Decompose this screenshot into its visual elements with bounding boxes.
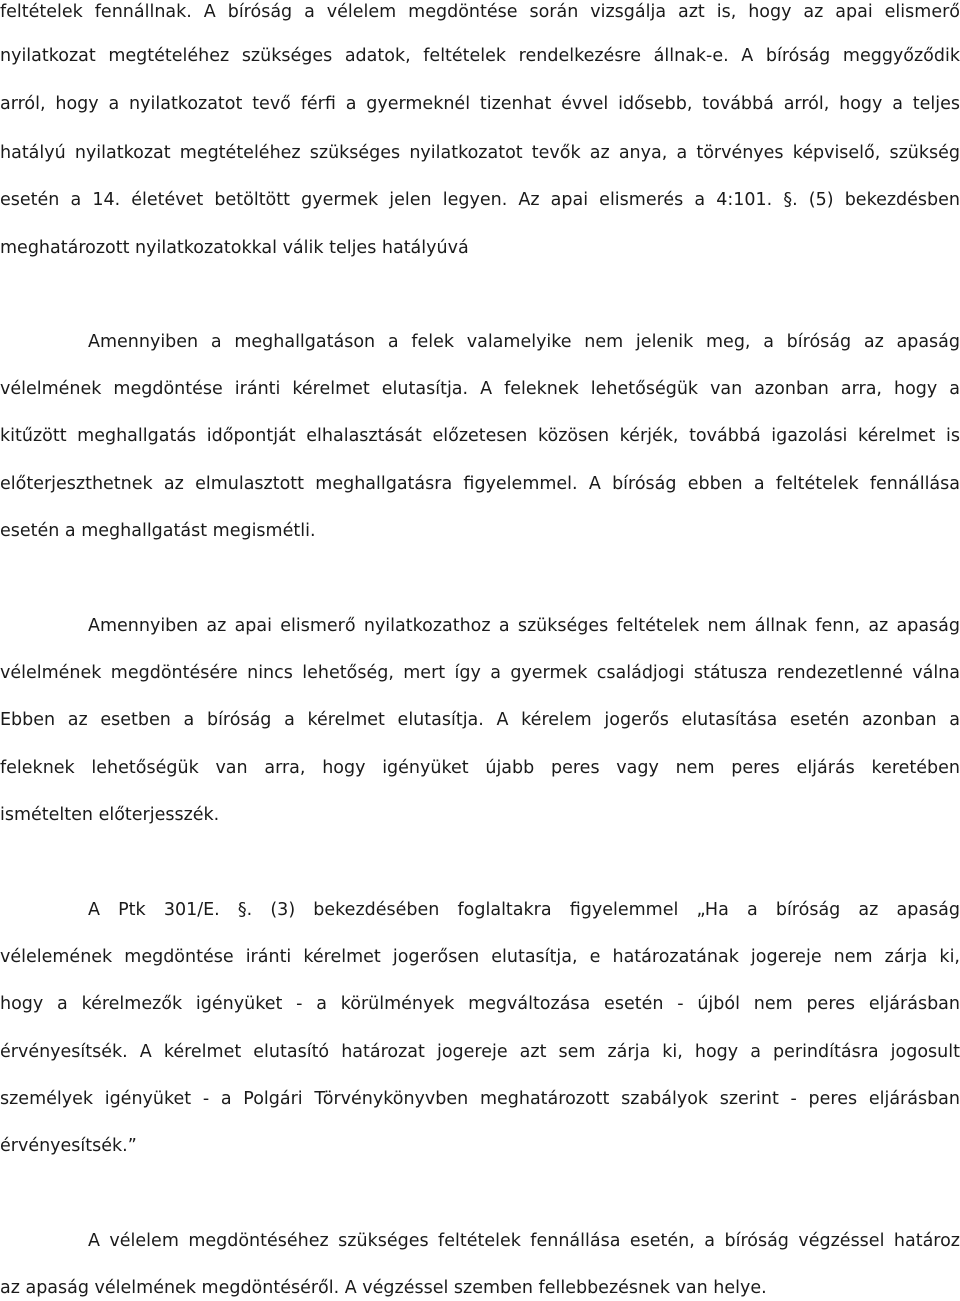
paragraph-line: Ebben az esetben a bíróság a kérelmet elutasítja. A kérelem jogerős elutasítása esetén azonban a: [0, 710, 960, 730]
paragraph-line: érvényesítsék.”: [0, 1136, 137, 1156]
paragraph-line: nyilatkozat megtételéhez szükséges adatok, feltételek rendelkezésre állnak-e. A bíróság meggyőződik: [0, 46, 960, 66]
paragraph-line: az apaság vélelmének megdöntéséről. A végzéssel szemben fellebbezésnek van helye.: [0, 1278, 767, 1298]
paragraph-line: vélelmének megdöntésére nincs lehetőség, mert így a gyermek családjogi státusza rendezetlenné válna: [0, 663, 960, 683]
paragraph-line: hogy a kérelmezők igényüket - a körülmények megváltozása esetén - újból nem peres eljárásban: [0, 994, 960, 1014]
paragraph-line: érvényesítsék. A kérelmet elutasító határozat jogereje azt sem zárja ki, hogy a perindításra jogosult: [0, 1042, 960, 1062]
paragraph-line: előterjeszthetnek az elmulasztott meghallgatásra figyelemmel. A bíróság ebben a feltételek fennállása: [0, 474, 960, 494]
paragraph-line: A vélelem megdöntéséhez szükséges feltételek fennállása esetén, a bíróság végzéssel határoz: [88, 1231, 960, 1251]
paragraph-line: esetén a meghallgatást megismétli.: [0, 521, 316, 541]
paragraph-line: ismételten előterjesszék.: [0, 805, 220, 825]
paragraph-line: vélelmének megdöntése iránti kérelmet elutasítja. A feleknek lehetőségük van azonban arra, hogy a: [0, 379, 960, 399]
paragraph-line: meghatározott nyilatkozatokkal válik teljes hatályúvá: [0, 238, 469, 258]
paragraph-line: kitűzött meghallgatás időpontját elhalasztását előzetesen közösen kérjék, továbbá igazolási kérelmet is: [0, 426, 960, 446]
paragraph-line: Amennyiben a meghallgatáson a felek valamelyike nem jelenik meg, a bíróság az apaság: [88, 332, 960, 352]
paragraph-line: vélelemének megdöntése iránti kérelmet jogerősen elutasítja, e határozatának jogereje nem zárja ki,: [0, 947, 960, 967]
paragraph-line: Amennyiben az apai elismerő nyilatkozathoz a szükséges feltételek nem állnak fenn, az apaság: [88, 616, 960, 636]
paragraph-line: esetén a 14. életévet betöltött gyermek jelen legyen. Az apai elismerés a 4:101. §. (5) bekezdésben: [0, 190, 960, 210]
paragraph-line: hatályú nyilatkozat megtételéhez szükséges nyilatkozatot tevők az anya, a törvényes képviselő, szükség: [0, 143, 960, 163]
paragraph-line: feltételek fennállnak. A bíróság a vélelem megdöntése során vizsgálja azt is, hogy az apai elismerő: [0, 2, 960, 22]
paragraph-line: arról, hogy a nyilatkozatot tevő férfi a gyermeknél tizenhat évvel idősebb, továbbá arról, hogy a teljes: [0, 94, 960, 114]
paragraph-line: személyek igényüket - a Polgári Törvénykönyvben meghatározott szabályok szerint - peres eljárásban: [0, 1089, 960, 1109]
paragraph-line: feleknek lehetőségük van arra, hogy igényüket újabb peres vagy nem peres eljárás keretében: [0, 758, 960, 778]
paragraph-line: A Ptk 301/E. §. (3) bekezdésében foglaltakra figyelemmel „Ha a bíróság az apaság: [88, 900, 960, 920]
